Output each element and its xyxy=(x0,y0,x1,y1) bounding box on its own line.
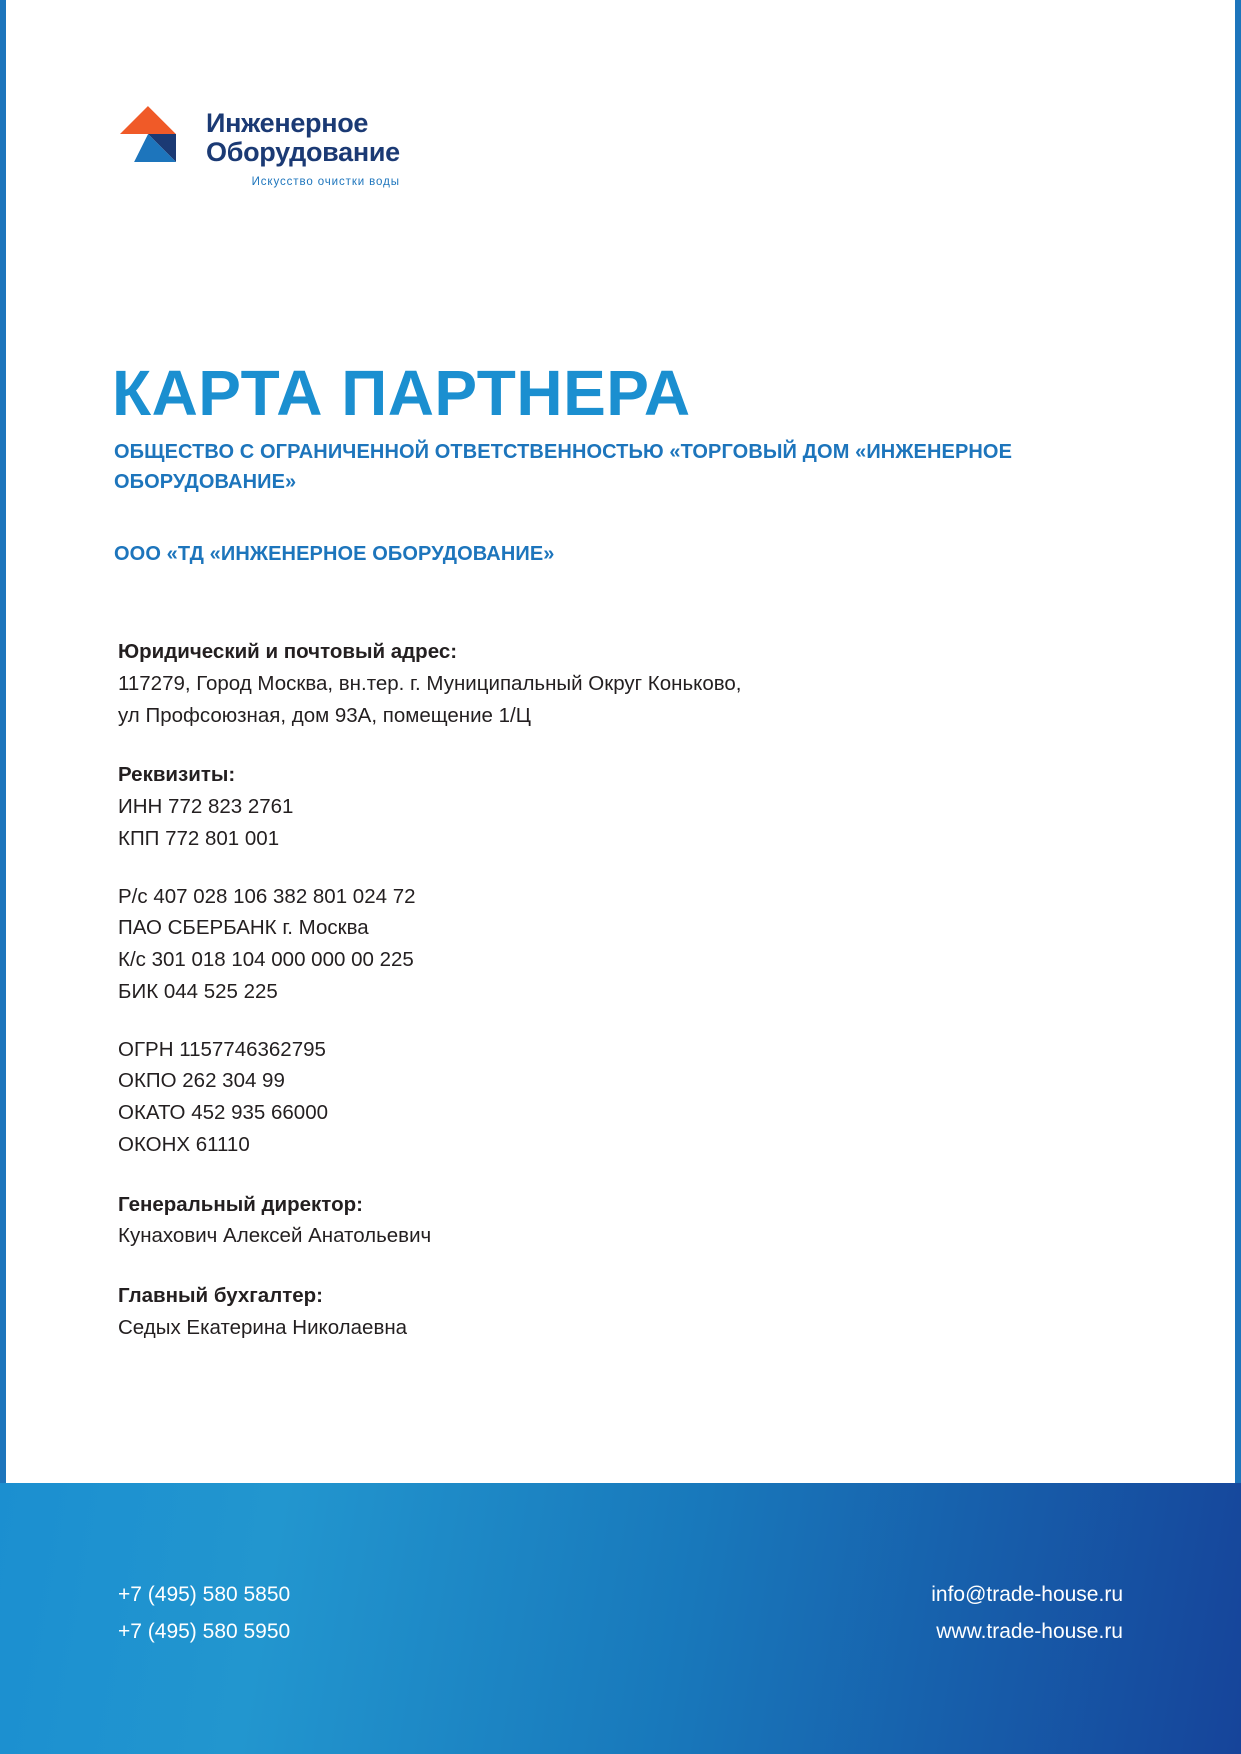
address-line-2: ул Профсоюзная, дом 93А, помещение 1/Ц xyxy=(118,703,531,727)
footer-email[interactable]: info@trade-house.ru xyxy=(931,1583,1123,1606)
spacer xyxy=(118,731,1078,759)
requisites-bik: БИК 044 525 225 xyxy=(118,979,278,1003)
accountant-name: Седых Екатерина Николаевна xyxy=(118,1316,408,1340)
spacer xyxy=(118,1161,1078,1189)
accountant-heading: Главный бухгалтер: xyxy=(118,1284,324,1308)
director-name: Кунахович Алексей Анатольевич xyxy=(118,1224,432,1248)
company-details xyxy=(118,636,1078,1344)
spacer xyxy=(118,1252,1078,1280)
requisites-inn: ИНН 772 823 2761 xyxy=(118,795,294,819)
company-logo xyxy=(118,100,400,188)
footer-phone-1[interactable]: +7 (495) 580 5850 xyxy=(118,1583,291,1606)
footer-phone-2[interactable]: +7 (495) 580 5950 xyxy=(118,1619,291,1643)
requisites-ogrn: ОГРН 1157746362795 xyxy=(118,1037,326,1061)
spacer xyxy=(118,855,1078,881)
company-short-name: ООО «ТД «ИНЖЕНЕРНОЕ ОБОРУДОВАНИЕ» xyxy=(114,543,555,565)
footer-contacts xyxy=(931,1577,1123,1651)
logo-mark-icon xyxy=(118,100,192,170)
page-footer xyxy=(0,1483,1241,1754)
address-heading: Юридический и почтовый адрес: xyxy=(118,640,458,663)
company-full-name: ОБЩЕСТВО С ОГРАНИЧЕННОЙ ОТВЕТСТВЕННОСТЬЮ «ТОРГОВЫЙ ДОМ «ИНЖЕНЕРНОЕ ОБОРУДОВАНИЕ» xyxy=(114,441,1013,493)
logo-line-1: Инженерное xyxy=(206,108,369,138)
requisites-okato: ОКАТО 452 935 66000 xyxy=(118,1101,329,1125)
requisites-okonh: ОКОНХ 61110 xyxy=(118,1132,250,1156)
spacer xyxy=(118,1008,1078,1034)
page-title: КАРТА ПАРТНЕРА xyxy=(112,356,691,429)
logo-tagline: Искусство очистки воды xyxy=(251,176,400,189)
requisites-correspondent-account: К/с 301 018 104 000 000 00 225 xyxy=(118,948,414,972)
footer-phones xyxy=(118,1577,290,1651)
address-line-1: 117279, Город Москва, вн.тер. г. Муниципальный Округ Коньково, xyxy=(118,671,742,695)
logo-wordmark xyxy=(206,100,400,188)
logo-line-2: Оборудование xyxy=(206,137,400,168)
requisites-okpo: ОКПО 262 304 99 xyxy=(118,1069,285,1093)
director-heading: Генеральный директор: xyxy=(118,1192,363,1216)
requisites-bank: ПАО СБЕРБАНК г. Москва xyxy=(118,916,369,940)
footer-website[interactable]: www.trade-house.ru xyxy=(936,1619,1123,1643)
requisites-settlement-account: Р/с 407 028 106 382 801 024 72 xyxy=(118,884,416,908)
requisites-kpp: КПП 772 801 001 xyxy=(118,826,280,850)
requisites-heading: Реквизиты: xyxy=(118,763,236,787)
